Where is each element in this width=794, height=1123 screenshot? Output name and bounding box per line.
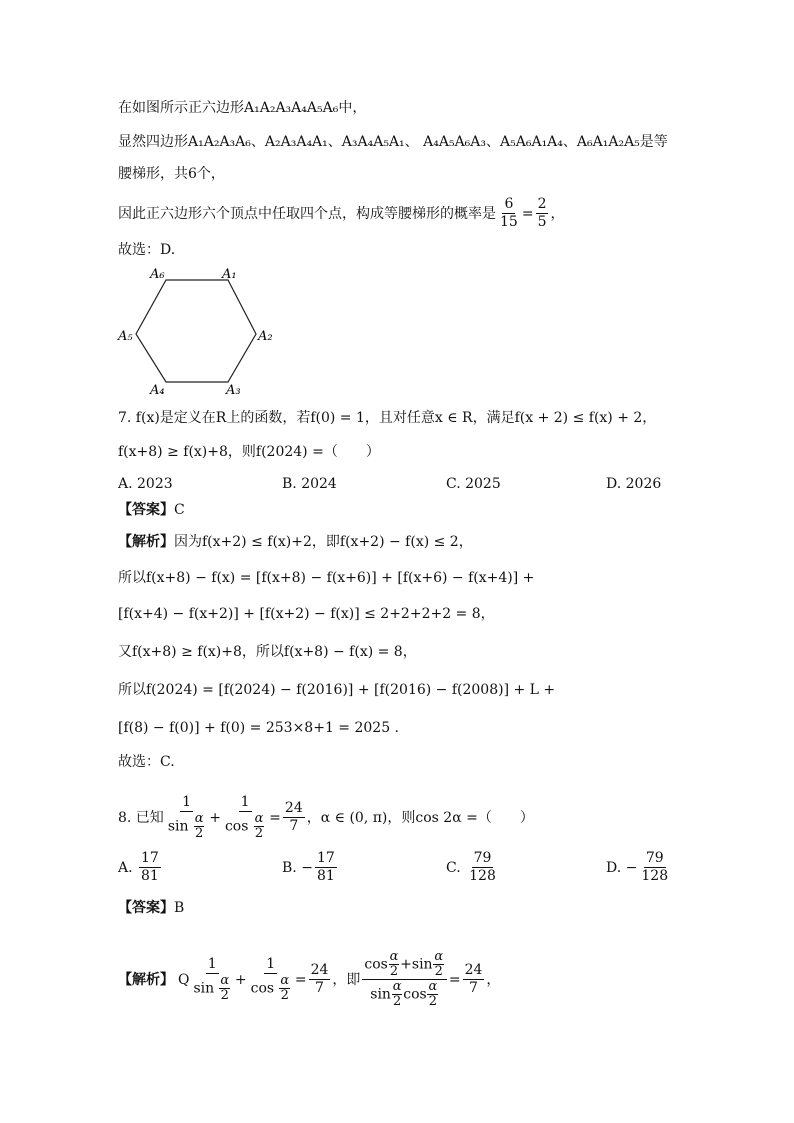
q8-analysis: 【解析】 Q 1 sin $\frac{\alpha}{2}$ + 1 cos $\frac{\alpha}{2}$ = $\frac{24}{7}$ ，即 cos $\frac{\alpha}{2}$ +sin $\frac{\alpha}{2}$ sin $\frac{\alpha}{2}$ cos $\frac{\alpha}{2}$ = $\frac{24}{7}$ ， bbox=[118, 949, 501, 1009]
q7-analysis-line3: [f(x+4) − f(x+2)] + [f(x+2) − f(x)] ≤ 2+2+2+2 = 8， bbox=[118, 606, 495, 622]
q7-stem-line2: f(x+8) ≥ f(x)+8，则f(2024) =（ ） bbox=[118, 444, 380, 460]
q7-analysis-line5: 所以f(2024) = [f(2024) − f(2016)] + [f(2016) − f(2008)] + L + bbox=[118, 682, 556, 698]
fraction-1-over-cos-half-alpha: 1 cos $\frac{\alpha}{2}$ bbox=[224, 794, 264, 841]
q8-stem: 8. 已知 1 sin $\frac{\alpha}{2}$ + 1 cos $\frac{\alpha}{2}$ = $\frac{24}{7}$ ，α ∈ (0, π)，则cos 2α =（ ） bbox=[118, 794, 534, 841]
vertex-label-a6: A₆ bbox=[150, 267, 165, 282]
vertex-label-a3: A₃ bbox=[226, 383, 241, 396]
q8-option-d: D. − $\frac{79}{128}$ bbox=[606, 850, 669, 884]
q7-analysis-line4: 又f(x+8) ≥ f(x)+8，所以f(x+8) − f(x) = 8， bbox=[118, 644, 417, 660]
q7-analysis-line1: 【解析】 因为f(x+2) ≤ f(x)+2，即f(x+2) − f(x) ≤ 2， bbox=[118, 534, 473, 550]
fraction-1-over-sin-half-alpha: 1 sin $\frac{\alpha}{2}$ bbox=[167, 794, 204, 841]
q7-choice: 故选：C. bbox=[118, 754, 175, 770]
q7-option-c: C. 2025 bbox=[446, 476, 501, 492]
q8-option-c: C. $\frac{79}{128}$ bbox=[446, 850, 496, 884]
q7-answer bbox=[118, 500, 185, 520]
solution6-line4: 因此正六边形六个顶点中任取四个点，构成等腰梯形的概率是 $\frac{6}{15}$ = $\frac{2}{5}$ ， bbox=[118, 196, 565, 230]
q7-option-b: B. 2024 bbox=[282, 476, 337, 492]
q7-analysis-line6: [f(8) − f(0)] + f(0) = 253×8+1 = 2025 . bbox=[118, 720, 400, 736]
analysis-label: 【解析】 bbox=[118, 534, 174, 550]
analysis-label: 【解析】 bbox=[118, 971, 174, 988]
fraction-6-15: $\frac{6}{15}$ bbox=[500, 196, 518, 230]
answer-label: 【答案】 bbox=[118, 502, 174, 518]
q7-analysis-line2: 所以f(x+8) − f(x) = [f(x+8) − f(x+6)] + [f(x+6) − f(x+4)] + bbox=[118, 570, 535, 586]
fraction-24-7: $\frac{24}{7}$ bbox=[284, 800, 303, 834]
hexagon-figure bbox=[112, 262, 282, 396]
solution6-line3: 腰梯形，共6个， bbox=[118, 166, 225, 182]
solution6-line2: 显然四边形A₁A₂A₃A₆、A₂A₃A₄A₁、A₃A₄A₅A₁、 A₄A₅A₆A₃、A₅A₆A₁A₄、A₆A₁A₂A₅是等 bbox=[118, 134, 668, 150]
q7-option-d: D. 2026 bbox=[606, 476, 662, 492]
solution6-line4-prefix: 因此正六边形六个顶点中任取四个点，构成等腰梯形的概率是 bbox=[118, 205, 496, 222]
q8-option-b: B. − $\frac{17}{81}$ bbox=[282, 850, 335, 884]
solution6-line1: 在如图所示正六边形A₁A₂A₃A₄A₅A₆中， bbox=[118, 100, 367, 116]
answer-value: C bbox=[174, 502, 185, 518]
q7-stem-line1: 7. f(x)是定义在R上的函数，若f(0) = 1，且对任意x ∈ R，满足f(x + 2) ≤ f(x) + 2， bbox=[118, 410, 657, 426]
vertex-label-a4: A₄ bbox=[150, 383, 165, 396]
answer-label: 【答案】 bbox=[118, 900, 174, 916]
vertex-label-a5: A₅ bbox=[118, 329, 133, 344]
q7-option-a: A. 2023 bbox=[118, 476, 173, 492]
solution6-choice: 故选：D. bbox=[118, 242, 176, 258]
fraction-cos-plus-sin-over-sin-cos: cos $\frac{\alpha}{2}$ +sin $\frac{\alpha}{2}$ sin $\frac{\alpha}{2}$ cos $\frac{\alpha}{2}$ bbox=[362, 950, 446, 1009]
hexagon-shape bbox=[136, 280, 256, 382]
vertex-label-a1: A₁ bbox=[222, 267, 237, 282]
vertex-label-a2: A₂ bbox=[258, 329, 273, 344]
answer-value: B bbox=[174, 900, 185, 916]
fraction-2-5: $\frac{2}{5}$ bbox=[537, 196, 547, 230]
q8-option-a: A. $\frac{17}{81}$ bbox=[118, 850, 159, 884]
q8-answer bbox=[118, 898, 184, 918]
